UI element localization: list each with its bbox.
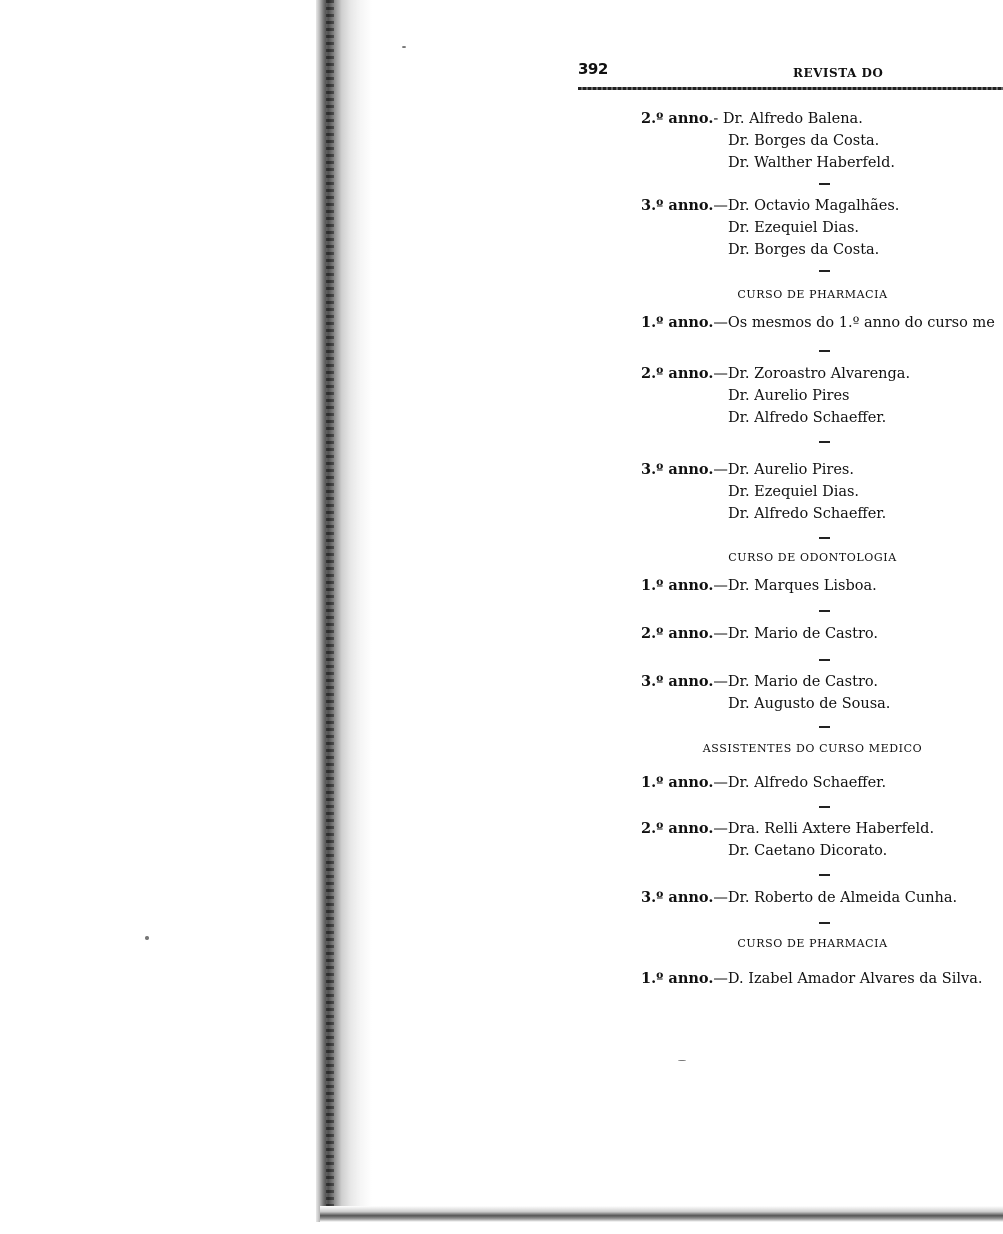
year-label: 2.º anno. (641, 365, 714, 382)
section-heading: ASSISTENTES DO CURSO MEDICO (702, 742, 923, 755)
professor-name: —Dr. Mario de Castro. (713, 674, 878, 690)
professor-name: Dr. Borges da Costa. (728, 242, 880, 258)
year-label: 3.º anno. (641, 461, 714, 478)
year-label: 3.º anno. (641, 673, 714, 690)
separator-dash (819, 806, 830, 808)
year-label: 2.º anno. (641, 110, 714, 127)
separator-dash (819, 726, 830, 728)
year-label: 1.º anno. (641, 970, 714, 987)
page-speck (402, 46, 406, 48)
year-label: 1.º anno. (641, 314, 714, 331)
section-heading: CURSO DE PHARMACIA (737, 288, 888, 301)
entry-line (641, 197, 899, 215)
page-bottom-edge (320, 1206, 1003, 1222)
professor-name: Dr. Ezequiel Dias. (728, 220, 860, 236)
separator-dash (819, 183, 830, 185)
running-head (578, 60, 1003, 86)
page-speck (678, 1060, 686, 1061)
professor-name: Dr. Augusto de Sousa. (728, 696, 891, 712)
running-head-title: REVISTA DO (793, 66, 884, 80)
entry-line (641, 110, 863, 128)
year-label: 3.º anno. (641, 197, 714, 214)
year-label: 1.º anno. (641, 774, 714, 791)
professor-name: —Dr. Mario de Castro. (713, 626, 878, 642)
year-label: 2.º anno. (641, 625, 714, 642)
professor-name: Dr. Walther Haberfeld. (728, 155, 895, 171)
separator-dash (819, 659, 830, 661)
professor-name: Dr. Borges da Costa. (728, 133, 880, 149)
professor-name: —Dr. Roberto de Almeida Cunha. (713, 890, 958, 906)
book-binding-gutter (316, 0, 372, 1222)
professor-name: Dr. Alfredo Schaeffer. (728, 506, 887, 522)
entry-line (641, 365, 910, 383)
professor-name: Dr. Aurelio Pires (728, 388, 850, 404)
professor-name: —Dr. Octavio Magalhães. (713, 198, 900, 214)
header-rule (578, 87, 1003, 90)
professor-name: —Dr. Aurelio Pires. (713, 462, 854, 478)
professor-name: Dr. Ezequiel Dias. (728, 484, 860, 500)
professor-name: —Dr. Alfredo Schaeffer. (713, 775, 887, 791)
separator-dash (819, 441, 830, 443)
entry-line (641, 774, 886, 792)
separator-dash (819, 537, 830, 539)
separator-dash (819, 922, 830, 924)
professor-name: - Dr. Alfredo Balena. (713, 111, 863, 127)
entry-line (641, 314, 995, 332)
separator-dash (819, 874, 830, 876)
year-label: 3.º anno. (641, 889, 714, 906)
separator-dash (819, 270, 830, 272)
entry-line (641, 970, 982, 988)
entry-line (641, 461, 854, 479)
year-label: 2.º anno. (641, 820, 714, 837)
professor-name: —Dra. Relli Axtere Haberfeld. (713, 821, 935, 837)
entry-line (641, 673, 878, 691)
professor-name: Dr. Alfredo Schaeffer. (728, 410, 887, 426)
section-heading: CURSO DE PHARMACIA (737, 937, 888, 950)
separator-dash (819, 610, 830, 612)
page-speck (145, 936, 149, 940)
separator-dash (819, 350, 830, 352)
professor-name: —D. Izabel Amador Alvares da Silva. (713, 971, 983, 987)
professor-name: —Os mesmos do 1.º anno do curso me (713, 315, 995, 331)
year-label: 1.º anno. (641, 577, 714, 594)
section-heading: CURSO DE ODONTOLOGIA (728, 551, 897, 564)
professor-name: Dr. Caetano Dicorato. (728, 843, 888, 859)
professor-name: —Dr. Zoroastro Alvarenga. (713, 366, 911, 382)
page-number: 392 (578, 60, 608, 78)
entry-line (641, 577, 877, 595)
professor-name: —Dr. Marques Lisboa. (713, 578, 877, 594)
entry-line (641, 889, 957, 907)
entry-line (641, 820, 934, 838)
entry-line (641, 625, 878, 643)
